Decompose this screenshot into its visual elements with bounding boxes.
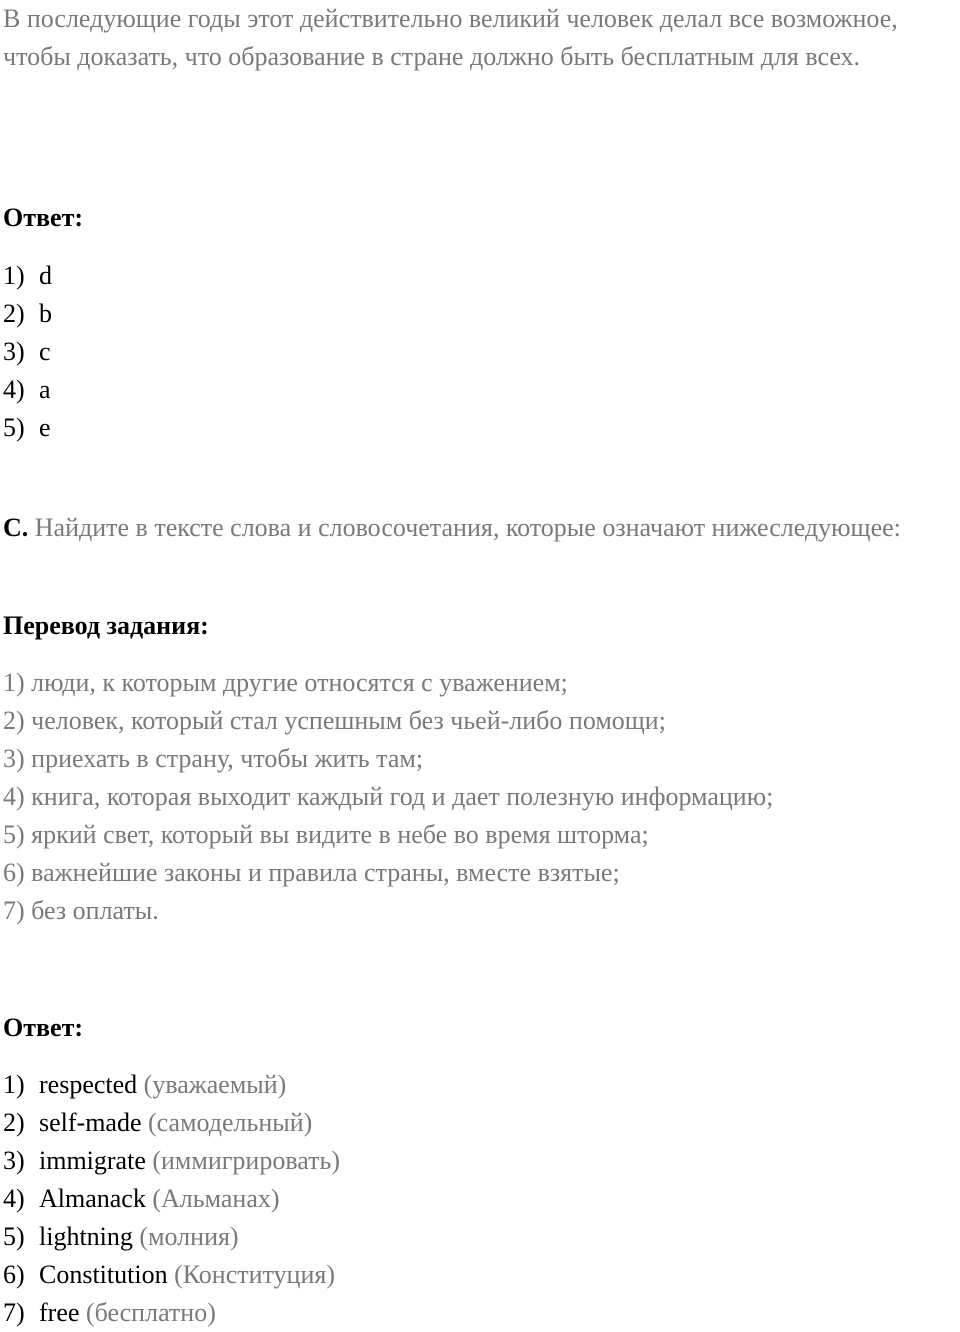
item-number: 1) [3,261,25,290]
item-value: d [39,261,52,290]
item-gloss: (уважаемый) [143,1070,287,1099]
list-item: 1) люди, к которым другие относятся с уважением; [3,668,568,697]
list-item [3,1256,960,1294]
item-number: 6) [3,1260,25,1289]
item-number: 2) [3,1108,25,1137]
list-item [3,1180,960,1218]
translation-heading: Перевод задания: [3,611,209,640]
list-item [3,1104,960,1142]
list-item [3,295,960,333]
translation-list [3,664,960,930]
item-term: immigrate [39,1146,146,1175]
task-c-paragraph [3,509,960,547]
item-number: 4) [3,1184,25,1213]
item-term: lightning [39,1222,133,1251]
item-gloss: (молния) [139,1222,239,1251]
item-value: b [39,299,52,328]
answer-list-1 [3,257,960,447]
list-item: 2) человек, который стал успешным без чьей-либо помощи; [3,706,666,735]
item-number: 1) [3,1070,25,1099]
item-gloss: (иммигрировать) [152,1146,341,1175]
item-term: Almanack [39,1184,146,1213]
list-item [3,1142,960,1180]
item-number: 5) [3,1222,25,1251]
intro-paragraph: В последующие годы этот действительно великий человек делал все возможное, чтобы доказать, что образование в стране должно быть бесплатным для всех. [3,4,898,71]
item-gloss: (бесплатно) [85,1298,216,1327]
item-value: c [39,337,51,366]
answer-list-2 [3,1066,960,1332]
list-item [3,1218,960,1256]
task-letter: C. [3,513,29,542]
answer-heading-1: Ответ: [3,203,84,232]
item-term: free [39,1298,80,1327]
task-text: Найдите в тексте слова и словосочетания, которые означают нижеследующее: [34,513,901,542]
item-gloss: (Альманах) [152,1184,280,1213]
item-gloss: (самодельный) [148,1108,313,1137]
list-item: 7) без оплаты. [3,896,159,925]
list-item: 4) книга, которая выходит каждый год и дает полезную информацию; [3,782,774,811]
list-item [3,257,960,295]
item-number: 3) [3,1146,25,1175]
list-item: 5) яркий свет, который вы видите в небе во время шторма; [3,820,649,849]
list-item [3,1294,960,1332]
item-number: 4) [3,375,25,404]
item-value: e [39,413,51,442]
item-number: 7) [3,1298,25,1327]
list-item: 6) важнейшие законы и правила страны, вместе взятые; [3,858,620,887]
answer-heading-2: Ответ: [3,1013,84,1042]
list-item: 3) приехать в страну, чтобы жить там; [3,744,424,773]
list-item [3,409,960,447]
item-value: a [39,375,51,404]
item-term: self-made [39,1108,142,1137]
item-gloss: (Конституция) [174,1260,335,1289]
item-number: 2) [3,299,25,328]
item-number: 3) [3,337,25,366]
list-item [3,1066,960,1104]
list-item [3,371,960,409]
list-item [3,333,960,371]
item-term: respected [39,1070,138,1099]
item-term: Constitution [39,1260,168,1289]
item-number: 5) [3,413,25,442]
